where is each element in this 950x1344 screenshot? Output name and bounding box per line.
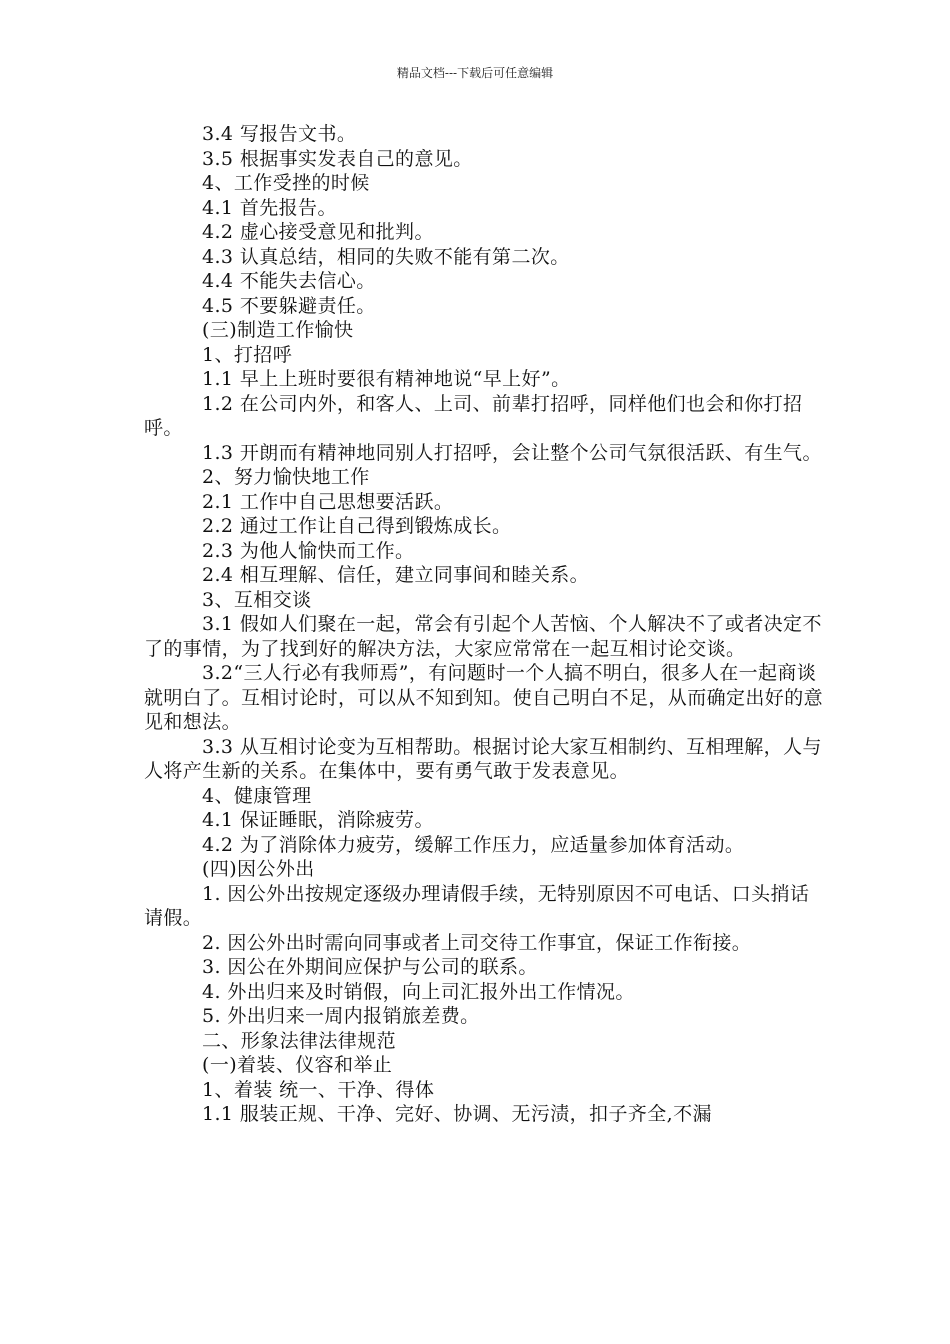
- paragraph: 2.1 工作中自己思想要活跃。: [202, 490, 454, 513]
- paragraph: 1. 因公外出按规定逐级办理请假手续，无特别原因不可电话、口头捎话请假。: [144, 882, 810, 929]
- paragraph: 1.3 开朗而有精神地同别人打招呼，会让整个公司气氛很活跃、有生气。: [202, 441, 822, 464]
- section-heading: 1、着装 统一、干净、得体: [202, 1078, 435, 1101]
- section-heading: 4、工作受挫的时候: [202, 172, 370, 194]
- paragraph: 3.4 写报告文书。: [202, 123, 357, 145]
- section-heading: (一)着装、仪容和举止: [202, 1054, 393, 1076]
- paragraph: 4.5 不要躲避责任。: [202, 294, 376, 317]
- paragraph: 1.1 服装正规、干净、完好、协调、无污渍，扣子齐全,不漏: [202, 1103, 712, 1125]
- section-heading: 4、健康管理: [202, 784, 312, 807]
- paragraph: 3.2“三人行必有我师焉”，有问题时一个人搞不明白，很多人在一起商谈就明白了。互相讨论时，可以从不知到知。使自己明白不足，从而确定出好的意见和想法。: [144, 662, 824, 733]
- paragraph: 1.1 早上上班时要很有精神地说“早上好”。: [202, 368, 571, 390]
- page-header: 精品文档---下载后可任意编辑: [396, 66, 554, 80]
- paragraph: 4.3 认真总结，相同的失败不能有第二次。: [202, 245, 570, 268]
- document-body: [144, 122, 824, 1127]
- section-heading: 2、努力愉快地工作: [202, 466, 370, 488]
- paragraph: 3.1 假如人们聚在一起，常会有引起个人苦恼、个人解决不了或者决定不了的事情，为了找到好的解决方法，大家应常常在一起互相讨论交谈。: [144, 613, 822, 660]
- paragraph: 1.2 在公司内外，和客人、上司、前辈打招呼，同样他们也会和你打招呼。: [144, 392, 803, 439]
- paragraph: 3. 因公在外期间应保护与公司的联系。: [202, 956, 538, 978]
- paragraph: 4.1 保证睡眠，消除疲劳。: [202, 809, 434, 831]
- section-heading: (四)因公外出: [202, 858, 315, 880]
- paragraph: 4. 外出归来及时销假，向上司汇报外出工作情况。: [202, 980, 635, 1003]
- paragraph: 4.2 虚心接受意见和批判。: [202, 221, 434, 243]
- section-heading: 二、形象法律法律规范: [202, 1029, 397, 1052]
- paragraph: 4.2 为了消除体力疲劳，缓解工作压力，应适量参加体育活动。: [202, 833, 745, 856]
- paragraph: 4.1 首先报告。: [202, 196, 337, 219]
- paragraph: 2. 因公外出时需向同事或者上司交待工作事宜，保证工作衔接。: [202, 931, 752, 954]
- section-heading: (三)制造工作愉快: [202, 319, 354, 341]
- paragraph: 4.4 不能失去信心。: [202, 270, 376, 292]
- paragraph: 2.2 通过工作让自己得到锻炼成长。: [202, 515, 512, 537]
- section-heading: 3、互相交谈: [202, 588, 312, 611]
- paragraph: 5. 外出归来一周内报销旅差费。: [202, 1005, 480, 1027]
- section-heading: 1、打招呼: [202, 343, 293, 366]
- paragraph: 3.3 从互相讨论变为互相帮助。根据讨论大家互相制约、互相理解，人与人将产生新的关系。在集体中，要有勇气敢于发表意见。: [144, 735, 822, 782]
- paragraph: 2.3 为他人愉快而工作。: [202, 539, 415, 562]
- paragraph: 2.4 相互理解、信任，建立同事间和睦关系。: [202, 564, 590, 586]
- paragraph: 3.5 根据事实发表自己的意见。: [202, 147, 473, 170]
